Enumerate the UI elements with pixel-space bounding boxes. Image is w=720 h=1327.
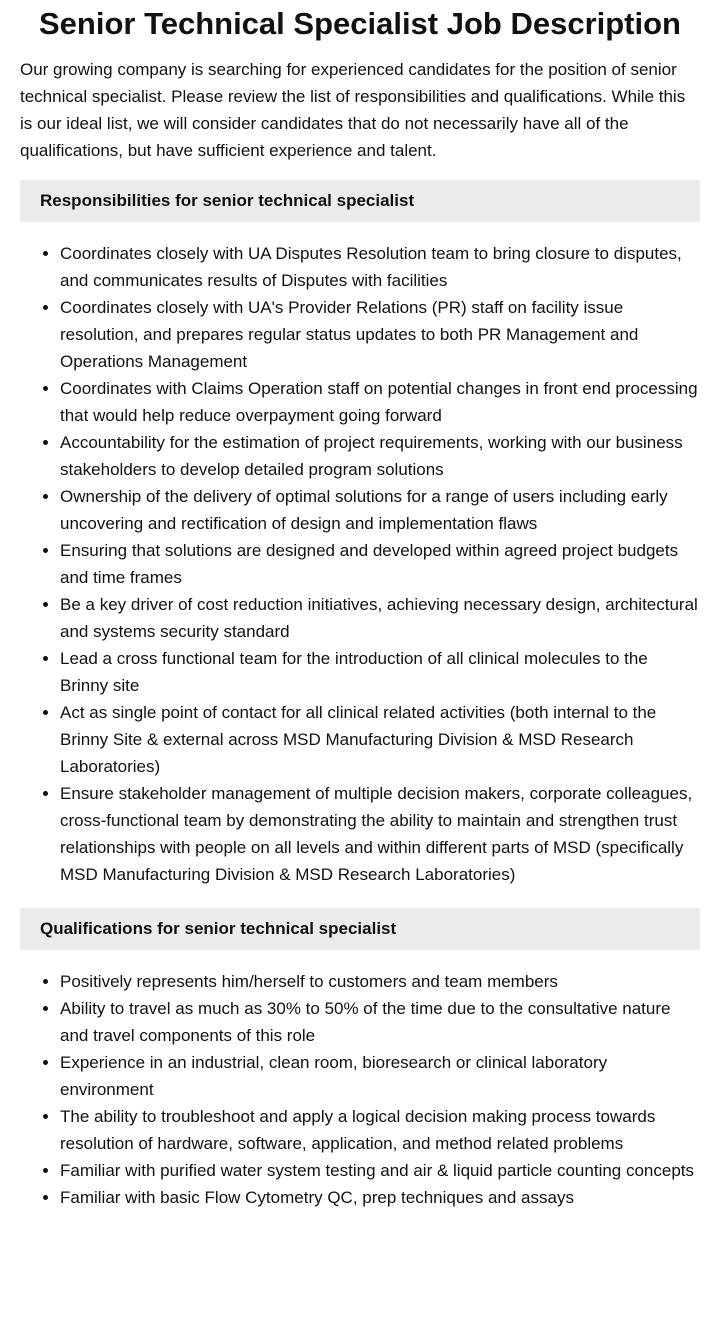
- list-item: • Coordinates closely with UA Disputes Resolution team to bring closure to disputes, and communicates results of Disputes with facilities: [60, 240, 700, 294]
- list-item: • Ownership of the delivery of optimal solutions for a range of users including early uncovering and rectification of design and implementation flaws: [60, 483, 700, 537]
- list-item: • Positively represents him/herself to customers and team members: [60, 968, 700, 995]
- list-item: • Familiar with purified water system testing and air & liquid particle counting concepts: [60, 1157, 700, 1184]
- list-item: • Ability to travel as much as 30% to 50% of the time due to the consultative nature and travel components of this role: [60, 995, 700, 1049]
- intro-paragraph: Our growing company is searching for experienced candidates for the position of senior technical specialist. Please review the list of responsibilities and qualifications. While this is our ideal list, we will consider candidates that do not necessarily have all of the qualifications, but have sufficient experience and talent.: [20, 60, 686, 160]
- list-item: • Coordinates with Claims Operation staff on potential changes in front end processing that would help reduce overpayment going forward: [60, 375, 700, 429]
- list-item: • Be a key driver of cost reduction initiatives, achieving necessary design, architectural and systems security standard: [60, 591, 700, 645]
- list-item: • Experience in an industrial, clean room, bioresearch or clinical laboratory environment: [60, 1049, 700, 1103]
- list-item: • Ensuring that solutions are designed and developed within agreed project budgets and time frames: [60, 537, 700, 591]
- list-item: • Lead a cross functional team for the introduction of all clinical molecules to the Brinny site: [60, 645, 700, 699]
- list-item: • Act as single point of contact for all clinical related activities (both internal to the Brinny Site & external across MSD Manufacturing Division & MSD Research Laboratories): [60, 699, 700, 780]
- responsibilities-list: [20, 240, 700, 888]
- list-item: • The ability to troubleshoot and apply a logical decision making process towards resolution of hardware, software, application, and method related problems: [60, 1103, 700, 1157]
- list-item: • Familiar with basic Flow Cytometry QC, prep techniques and assays: [60, 1184, 700, 1211]
- list-item: • Coordinates closely with UA's Provider Relations (PR) staff on facility issue resolution, and prepares regular status updates to both PR Management and Operations Management: [60, 294, 700, 375]
- list-item: • Accountability for the estimation of project requirements, working with our business stakeholders to develop detailed program solutions: [60, 429, 700, 483]
- page-title: Senior Technical Specialist Job Description: [39, 6, 681, 41]
- list-item: • Ensure stakeholder management of multiple decision makers, corporate colleagues, cross-functional team by demonstrating the ability to maintain and strengthen trust relationships with people on all levels and within different parts of MSD (specifically MSD Manufacturing Division & MSD Research Laboratories): [60, 780, 700, 888]
- qualifications-list: [20, 968, 700, 1211]
- qualifications-heading: Qualifications for senior technical specialist: [20, 908, 700, 950]
- responsibilities-heading: Responsibilities for senior technical specialist: [20, 180, 700, 222]
